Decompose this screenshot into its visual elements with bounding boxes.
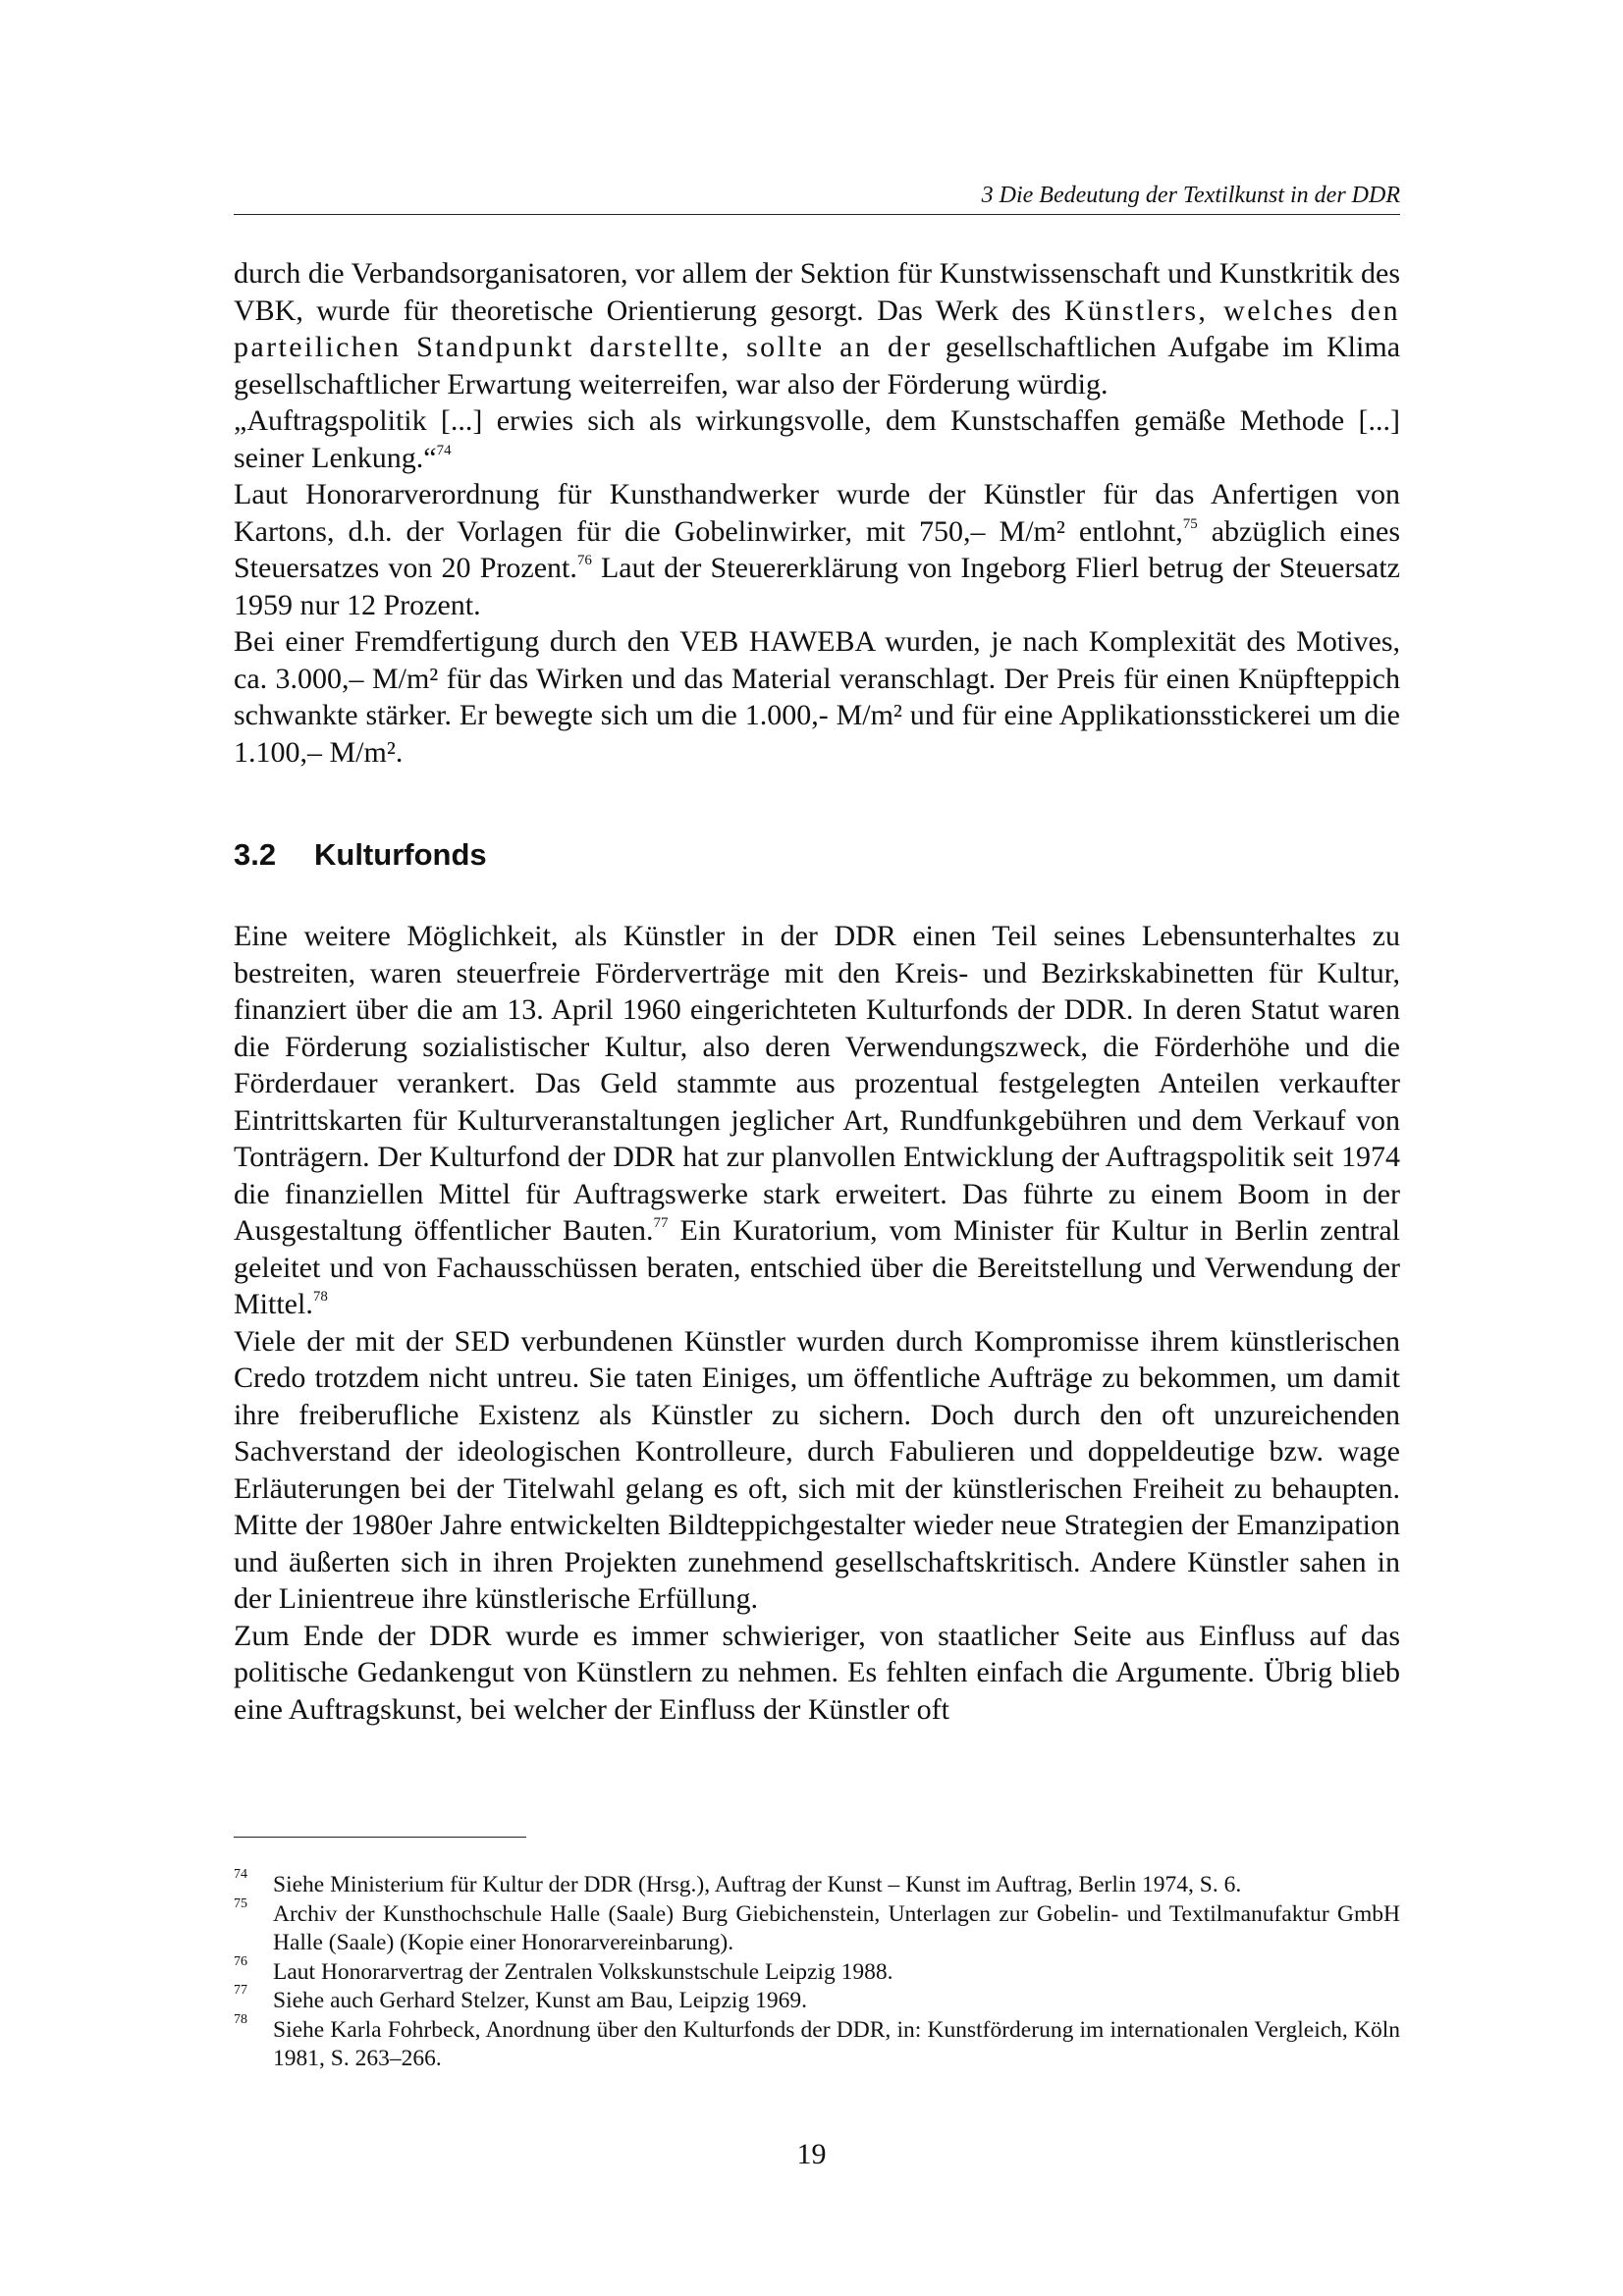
footnote-number: 78 xyxy=(234,2011,247,2027)
paragraph-1-part-b: Künstlers, welches den parteilichen Standpunkt darstellte, sollte an der xyxy=(234,294,1400,363)
footnote-ref-78: 78 xyxy=(312,1289,328,1305)
footnotes xyxy=(234,1867,1400,2074)
footnote-75 xyxy=(234,1896,1400,1958)
footnote-78 xyxy=(234,2011,1400,2074)
footnote-number: 77 xyxy=(234,1983,247,1998)
footnote-number: 74 xyxy=(234,1867,247,1882)
footnote-text: Siehe auch Gerhard Stelzer, Kunst am Bau, Leipzig 1969. xyxy=(273,1988,807,2013)
footnote-ref-77: 77 xyxy=(653,1215,669,1231)
paragraph-5-part-a: Eine weitere Möglichkeit, als Künstler in der DDR einen Teil seines Lebensunterhaltes zu bestreiten, waren steuerfreie Förderverträge mit den Kreis- und Bezirkskabinetten für Kultur, finanziert über die am 13. April 1960 eingerichteten Kulturfonds der DDR. In deren Statut waren die Förderung sozialistischer Kultur, also deren Verwendungszweck, die Förderhöhe und die Förderdauer verankert. Das Geld stammte aus prozentual festgelegten Anteilen verkaufter Eintrittskarten für Kulturveranstaltungen jeglicher Art, Rundfunkgebühren und dem Verkauf von Tonträgern. Der Kulturfond der DDR hat zur planvollen Entwicklung der Auftragspolitik seit 1974 die finanziellen Mittel für Auftragswerke stark erweitert. Das führte zu einem Boom in der Ausgestaltung öffentlicher Bauten. xyxy=(234,920,1400,1247)
section-title: Kulturfonds xyxy=(314,837,487,872)
footnote-text: Siehe Karla Fohrbeck, Anordnung über den Kulturfonds der DDR, in: Kunstförderung im internationalen Vergleich, Köln 1981, S. 263–266. xyxy=(273,2016,1400,2071)
paragraph-3 xyxy=(234,476,1400,623)
footnote-text: Archiv der Kunsthochschule Halle (Saale) Burg Giebichenstein, Unterlagen zur Gobelin- und Textilmanufaktur GmbH Halle (Saale) (Kopie einer Honorarvereinbarung). xyxy=(273,1900,1400,1955)
quote-text: „Auftragspolitik [...] erwies sich als wirkungsvolle, dem Kunstschaffen gemäße Methode [...] seiner Lenkung.“ xyxy=(234,404,1400,474)
footnote-ref-75: 75 xyxy=(1182,515,1198,532)
body-text-bottom xyxy=(234,918,1400,1728)
paragraph-4: Bei einer Fremdfertigung durch den VEB HAWEBA wurden, je nach Komplexität des Motives, ca. 3.000,– M/m² für das Wirken und das Material veranschlagt. Der Preis für einen Knüpfteppich schwankte stärker. Er bewegte sich um die 1.000,- M/m² und für eine Applikationsstickerei um die 1.100,– M/m². xyxy=(234,625,1400,769)
paragraph-6: Viele der mit der SED verbundenen Künstler wurden durch Kompromisse ihrem künstlerischen Credo trotzdem nicht untreu. Sie taten Einiges, um öffentliche Aufträge zu bekommen, um damit ihre freiberufliche Existenz als Künstler zu sichern. Doch durch den oft unzureichenden Sachverstand der ideologischen Kontrolleure, durch Fabulieren und doppeldeutige bzw. wage Erläuterungen bei der Titelwahl gelang es oft, sich mit der künstlerischen Freiheit zu behaupten. Mitte der 1980er Jahre entwickelten Bildteppichgestalter wieder neue Strategien der Emanzipation und äußerten sich in ihren Projekten zunehmend gesellschaftskritisch. Andere Künstler sahen in der Linientreue ihre künstlerische Erfüllung. xyxy=(234,1324,1400,1615)
paragraph-7: Zum Ende der DDR wurde es immer schwieriger, von staatlicher Seite aus Einfluss auf das politische Gedankengut von Künstlern zu nehmen. Es fehlten einfach die Argumente. Übrig blieb eine Auftragskunst, bei welcher der Einfluss der Künstler oft xyxy=(234,1619,1400,1726)
paragraph-1 xyxy=(234,255,1400,402)
paragraph-5 xyxy=(234,918,1400,1323)
footnote-ref-74: 74 xyxy=(436,442,452,458)
paragraph-2-quote xyxy=(234,402,1400,476)
paragraph-5-part-b: Ein Kuratorium, vom Minister für Kultur in Berlin zentral geleitet und von Fachausschüssen beraten, entschied über die Bereitstellung und Verwendung der Mittel. xyxy=(234,1214,1400,1320)
header-rule xyxy=(234,214,1400,215)
footnote-76 xyxy=(234,1953,1400,1988)
running-header: 3 Die Bedeutung der Textilkunst in der DDR xyxy=(981,183,1400,208)
footnote-ref-76: 76 xyxy=(576,553,592,568)
paragraph-1-part-a: durch die Verbandsorganisatoren, vor allem der Sektion für Kunstwissenschaft und Kunstkritik des VBK, wurde für theoretische Orientierung gesorgt. Das Werk des xyxy=(234,257,1400,327)
body-text-top xyxy=(234,255,1400,771)
footnote-text: Laut Honorarvertrag der Zentralen Volkskunstschule Leipzig 1988. xyxy=(273,1958,893,1985)
section-heading xyxy=(234,835,487,875)
page-number: 19 xyxy=(796,2138,827,2170)
footnote-74 xyxy=(234,1867,1400,1900)
footnote-separator xyxy=(234,1837,526,1838)
section-number: 3.2 xyxy=(234,837,277,872)
footnote-number: 75 xyxy=(234,1896,247,1911)
paragraph-3-part-a: Laut Honorarverordnung für Kunsthandwerker wurde der Künstler für das Anfertigen von Kartons, d.h. der Vorlagen für die Gobelinwirker, mit 750,– M/m² entlohnt, xyxy=(234,478,1400,548)
paragraph-3-part-c: Laut der Steuererklärung von Ingeborg Flierl betrug der Steuersatz 1959 nur 12 Prozent. xyxy=(234,552,1400,621)
paragraph-3-part-b: abzüglich eines Steuersatzes von 20 Prozent. xyxy=(234,514,1400,584)
footnote-text: Siehe Ministerium für Kultur der DDR (Hrsg.), Auftrag der Kunst – Kunst im Auftrag, Berlin 1974, S. 6. xyxy=(273,1872,1242,1897)
paragraph-1-part-c: gesellschaftlichen Aufgabe im Klima gesellschaftlicher Erwartung weiterreifen, war also der Förderung würdig. xyxy=(234,331,1401,400)
footnote-77 xyxy=(234,1983,1400,2016)
footnote-number: 76 xyxy=(234,1953,247,1969)
